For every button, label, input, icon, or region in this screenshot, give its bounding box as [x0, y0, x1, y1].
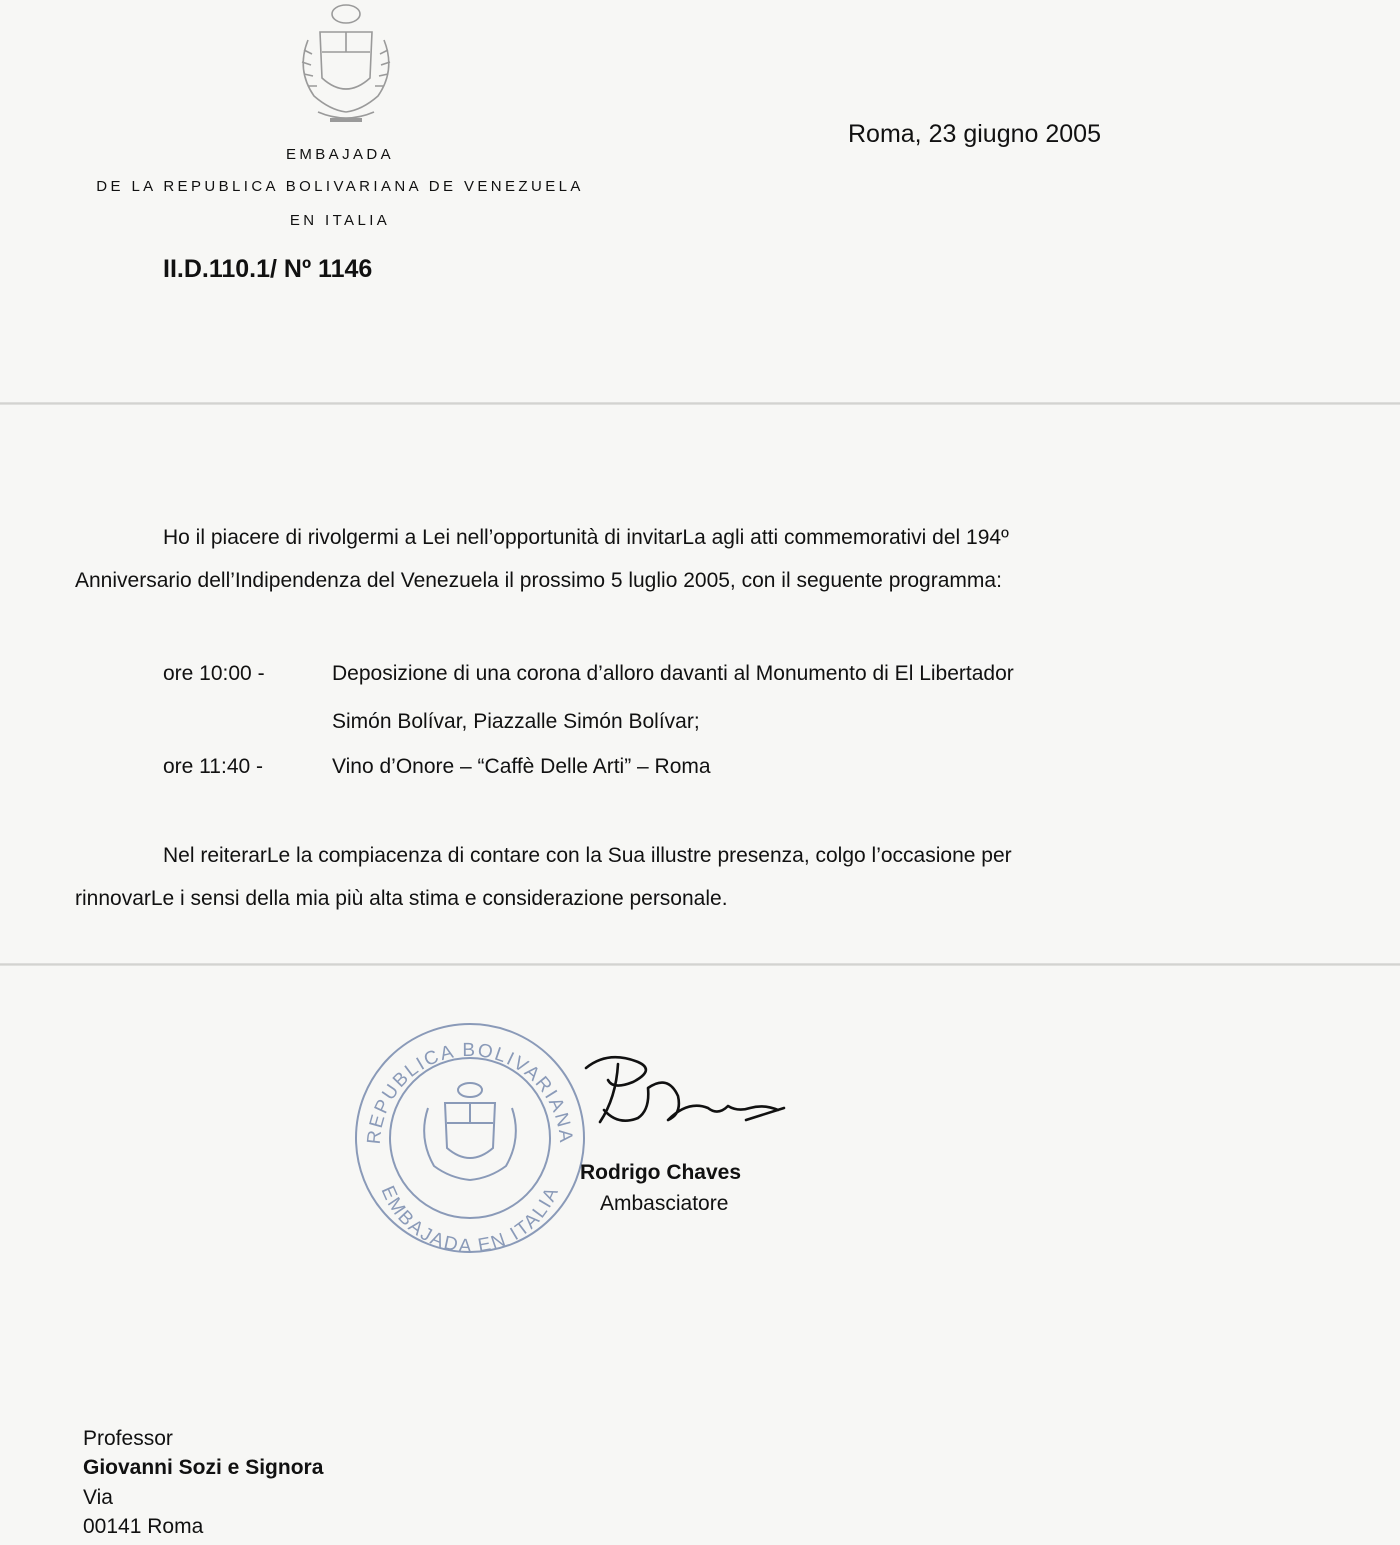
embassy-seal-stamp-icon	[350, 1018, 590, 1258]
embassy-name-line-3: EN ITALIA	[289, 212, 391, 229]
letter-date: Roma, 23 giugno 2005	[848, 120, 1101, 148]
paper-fold-line	[0, 402, 1400, 405]
paragraph-line: Nel reiterarLe la compiacenza di contare con la Sua illustre presenza, colgo l’occasione per	[163, 844, 1012, 867]
embassy-name-line-1: EMBAJADA	[285, 146, 395, 163]
recipient-name: Giovanni Sozi e Signora	[83, 1456, 324, 1479]
recipient-title: Professor	[83, 1427, 173, 1450]
paper-fold-line	[0, 963, 1400, 966]
invitation-paragraph	[75, 525, 1285, 593]
venezuela-coat-of-arms-icon	[290, 0, 402, 130]
recipient-street: Via	[83, 1486, 113, 1509]
program-description: Deposizione di una corona d’alloro davanti al Monumento di El Libertador	[332, 662, 1014, 685]
program-time: ore 10:00 -	[163, 662, 265, 685]
svg-text:REPUBLICA BOLIVARIANA	[364, 1040, 576, 1145]
paragraph-line: Ho il piacere di rivolgermi a Lei nell’opportunità di invitarLa agli atti commemorativi del 194º	[163, 526, 1009, 549]
program-description: Vino d’Onore – “Caffè Delle Arti” – Roma	[332, 755, 711, 778]
reference-number: II.D.110.1/ Nº 1146	[163, 255, 373, 283]
signer-name: Rodrigo Chaves	[580, 1161, 742, 1184]
recipient-city: 00141 Roma	[83, 1515, 204, 1538]
seal-bottom-text: EMBAJADA EN ITALIA	[376, 1182, 564, 1258]
paragraph-line: rinnovarLe i sensi della mia più alta stima e considerazione personale.	[75, 887, 728, 911]
handwritten-signature-icon	[578, 1050, 798, 1135]
program-description: Simón Bolívar, Piazzalle Simón Bolívar;	[332, 710, 700, 733]
signer-title: Ambasciatore	[600, 1192, 729, 1215]
paragraph-line: Anniversario dell’Indipendenza del Venezuela il prossimo 5 luglio 2005, con il seguente programma:	[75, 569, 1002, 593]
seal-top-text: REPUBLICA BOLIVARIANA	[363, 1039, 577, 1146]
svg-text:EMBAJADA EN ITALIA	[377, 1183, 564, 1257]
closing-paragraph	[75, 843, 1285, 911]
program-time: ore 11:40 -	[163, 755, 264, 778]
embassy-name-line-2: DE LA REPUBLICA BOLIVARIANA DE VENEZUELA	[96, 178, 584, 195]
